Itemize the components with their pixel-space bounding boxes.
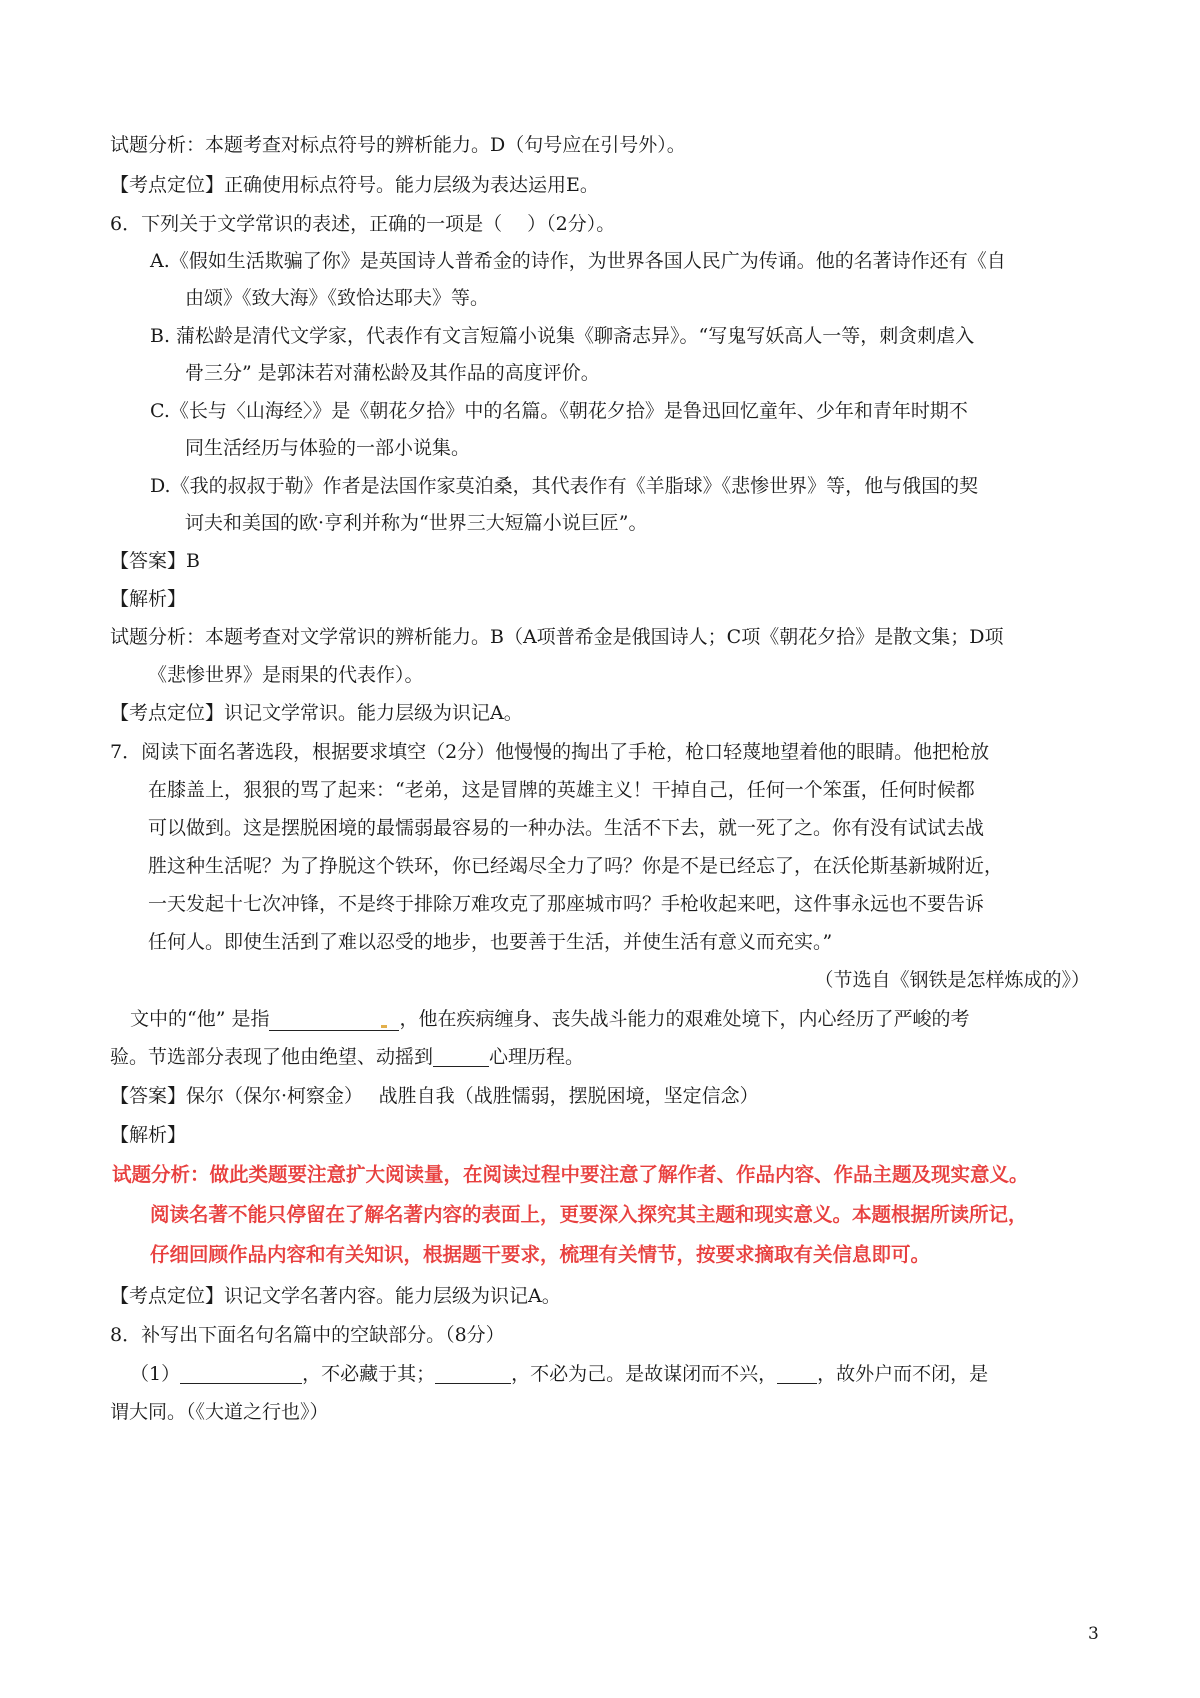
q8-text-2: ，不必为己。是故谋闭而不兴， <box>511 1363 778 1385</box>
q7-analysis-red-line3: 仔细回顾作品内容和有关知识，根据题干要求，梳理有关情节，按要求摘取有关信息即可。 <box>150 1243 931 1266</box>
q7-jiexi-heading: 【解析】 <box>110 1124 187 1146</box>
q6-kaodian: 【考点定位】识记文学常识。能力层级为识记A。 <box>110 702 523 724</box>
q8-stem: 8．补写出下面名句名篇中的空缺部分。（8分） <box>110 1324 505 1346</box>
q6-answer: 【答案】B <box>110 550 200 572</box>
q7-answer: 【答案】保尔（保尔·柯察金） 战胜自我（战胜懦弱，摆脱困境，坚定信念） <box>110 1085 759 1107</box>
q6-option-c-line1: C.《长与〈山海经〉》是《朝花夕拾》中的名篇。《朝花夕拾》是鲁迅回忆童年、少年和青年时期不 <box>150 400 968 422</box>
q7-passage-line6: 任何人。即使生活到了难以忍受的地步，也要善于生活，并使生活有意义而充实。” <box>148 931 833 953</box>
q5-kaodian: 【考点定位】正确使用标点符号。能力层级为表达运用E。 <box>110 174 599 196</box>
q8-blank-2[interactable] <box>435 1363 511 1384</box>
q7-blank-1[interactable] <box>269 1010 399 1031</box>
q7-analysis-red-line1: 试题分析：做此类题要注意扩大阅读量，在阅读过程中要注意了解作者、作品内容、作品主题及现实意义。 <box>112 1163 1029 1186</box>
q6-option-a-line2: 由颂》《致大海》《致恰达耶夫》等。 <box>185 287 490 309</box>
q6-stem: 6．下列关于文学常识的表述，正确的一项是（ ）（2分）。 <box>110 213 616 235</box>
q6-analysis-line2: 《悲惨世界》是雨果的代表作）。 <box>148 664 424 686</box>
q7-blank-2[interactable] <box>433 1046 489 1067</box>
q6-option-a-line1: A.《假如生活欺骗了你》是英国诗人普希金的诗作，为世界各国人民广为传诵。他的名著诗作还有《自 <box>150 250 1006 272</box>
q7-fill1-prefix: 文中的“他” 是指 <box>130 1008 270 1030</box>
q5-analysis: 试题分析：本题考查对标点符号的辨析能力。D（句号应在引号外）。 <box>110 134 686 156</box>
q8-text-1: ，不必藏于其； <box>302 1363 436 1385</box>
q7-fill2-suffix: 心理历程。 <box>489 1046 585 1068</box>
q6-analysis-line1: 试题分析：本题考查对文学常识的辨析能力。B（A项普希金是俄国诗人；C项《朝花夕拾》是散文集；D项 <box>110 626 1004 648</box>
q7-fill1-suffix: ，他在疾病缠身、丧失战斗能力的艰难处境下，内心经历了严峻的考 <box>399 1008 970 1030</box>
q8-text-3: ，故外户而不闭，是 <box>817 1363 989 1385</box>
q8-blank-1[interactable] <box>180 1363 302 1384</box>
q6-option-b-line2: 骨三分” 是郭沫若对蒲松龄及其作品的高度评价。 <box>185 362 600 384</box>
q7-source: （节选自《钢铁是怎样炼成的》） <box>814 969 1090 991</box>
q6-jiexi-heading: 【解析】 <box>110 588 187 610</box>
q7-analysis-red-line2: 阅读名著不能只停留在了解名著内容的表面上，更要深入探究其主题和现实意义。本题根据所读所记， <box>150 1203 1028 1226</box>
q7-passage-line2: 在膝盖上，狠狠的骂了起来：“老弟，这是冒牌的英雄主义！干掉自己，任何一个笨蛋，任何时候都 <box>148 779 975 801</box>
q7-fill-line1 <box>130 1006 969 1032</box>
q6-option-c-line2: 同生活经历与体验的一部小说集。 <box>185 437 471 459</box>
q8-item-number: （1） <box>130 1363 181 1385</box>
q8-blank-3[interactable] <box>777 1363 817 1384</box>
q6-option-d-line1: D.《我的叔叔于勒》作者是法国作家莫泊桑，其代表作有《羊脂球》《悲惨世界》等，他与俄国的契 <box>150 475 979 497</box>
q6-option-d-line2: 诃夫和美国的欧·亨利并称为“世界三大短篇小说巨匠”。 <box>185 512 648 534</box>
q7-kaodian: 【考点定位】识记文学名著内容。能力层级为识记A。 <box>110 1285 561 1307</box>
q8-line2: 谓大同。（《大道之行也》） <box>110 1401 329 1423</box>
q6-option-b-line1: B. 蒲松龄是清代文学家，代表作有文言短篇小说集《聊斋志异》。“写鬼写妖高人一等，刺贪刺虐入 <box>150 325 975 347</box>
q7-fill2-prefix: 验。节选部分表现了他由绝望、动摇到 <box>110 1046 434 1068</box>
q7-passage-line3: 可以做到。这是摆脱困境的最懦弱最容易的一种办法。生活不下去，就一死了之。你有没有试试去战 <box>148 817 985 839</box>
q7-passage-line1: 7．阅读下面名著选段，根据要求填空（2分）他慢慢的掏出了手枪，枪口轻蔑地望着他的眼睛。他把枪放 <box>110 741 990 763</box>
yellow-mark <box>381 1025 387 1028</box>
q7-passage-line5: 一天发起十七次冲锋，不是终于排除万难攻克了那座城市吗？手枪收起来吧，这件事永远也不要告诉 <box>148 893 985 915</box>
q8-line1 <box>130 1361 988 1387</box>
q7-passage-line4: 胜这种生活呢？为了挣脱这个铁环，你已经竭尽全力了吗？你是不是已经忘了，在沃伦斯基新城附近， <box>148 855 1004 877</box>
page-number: 3 <box>1088 1624 1099 1644</box>
q7-fill-line2 <box>110 1044 584 1070</box>
